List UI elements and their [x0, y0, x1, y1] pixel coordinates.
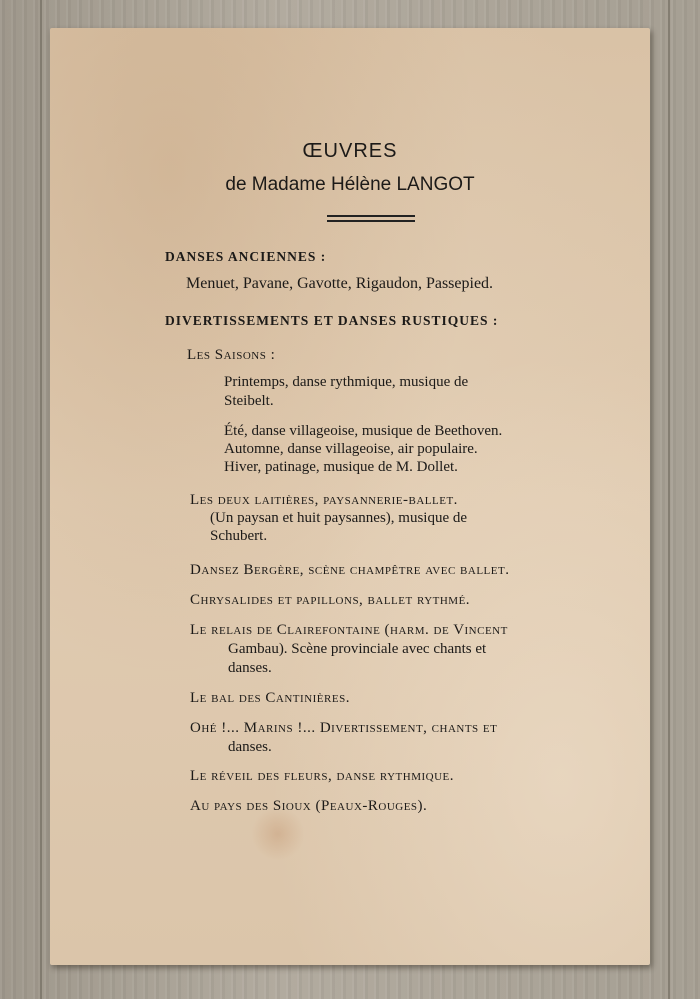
list-item: (Un paysan et huit paysannes), musique de: [210, 510, 468, 526]
title-rule-bottom: [327, 220, 415, 222]
list-item: danses.: [228, 739, 272, 755]
list-item-ohe-marins: Ohé !... Marins !... Divertissement, chants et: [190, 720, 498, 736]
list-item: Printemps, danse rythmique, musique de: [224, 374, 469, 390]
floor-seam: [40, 0, 42, 999]
section-heading-divertissements: DIVERTISSEMENTS ET DANSES RUSTIQUES :: [165, 313, 499, 328]
list-item-dansez-bergere: Dansez Bergère, scène champêtre avec ballet.: [190, 562, 510, 578]
list-item-les-deux-laitieres: Les deux laitières, paysannerie-ballet.: [190, 492, 458, 508]
booklet-back-cover: [50, 28, 650, 965]
list-item: danses.: [228, 660, 272, 676]
list-item-le-reveil: Le réveil des fleurs, danse rythmique.: [190, 768, 455, 784]
list-item: Gambau). Scène provinciale avec chants et: [228, 641, 487, 657]
list-item-le-relais: Le relais de Clairefontaine (harm. de Vincent: [190, 622, 508, 638]
list-item-au-pays-des-sioux: Au pays des Sioux (Peaux-Rouges).: [190, 798, 428, 814]
page-subtitle: de Madame Hélène LANGOT: [225, 174, 475, 195]
floor-seam: [668, 0, 670, 999]
list-item-les-saisons: Les Saisons :: [187, 347, 276, 363]
list-item: Été, danse villageoise, musique de Beethoven.: [224, 423, 503, 439]
list-item: Hiver, patinage, musique de M. Dollet.: [224, 459, 458, 475]
list-item-le-bal: Le bal des Cantinières.: [190, 690, 350, 706]
section-heading-danses-anciennes: DANSES ANCIENNES :: [165, 249, 327, 264]
list-item: Menuet, Pavane, Gavotte, Rigaudon, Passepied.: [186, 275, 494, 292]
page-title: ŒUVRES: [302, 140, 398, 162]
list-item: Schubert.: [210, 528, 268, 544]
list-item: Automne, danse villageoise, air populaire.: [224, 441, 478, 457]
title-rule-top: [327, 215, 415, 217]
page-content: [50, 28, 650, 965]
list-item: Steibelt.: [224, 393, 274, 409]
list-item-chrysalides: Chrysalides et papillons, ballet rythmé.: [190, 592, 471, 608]
